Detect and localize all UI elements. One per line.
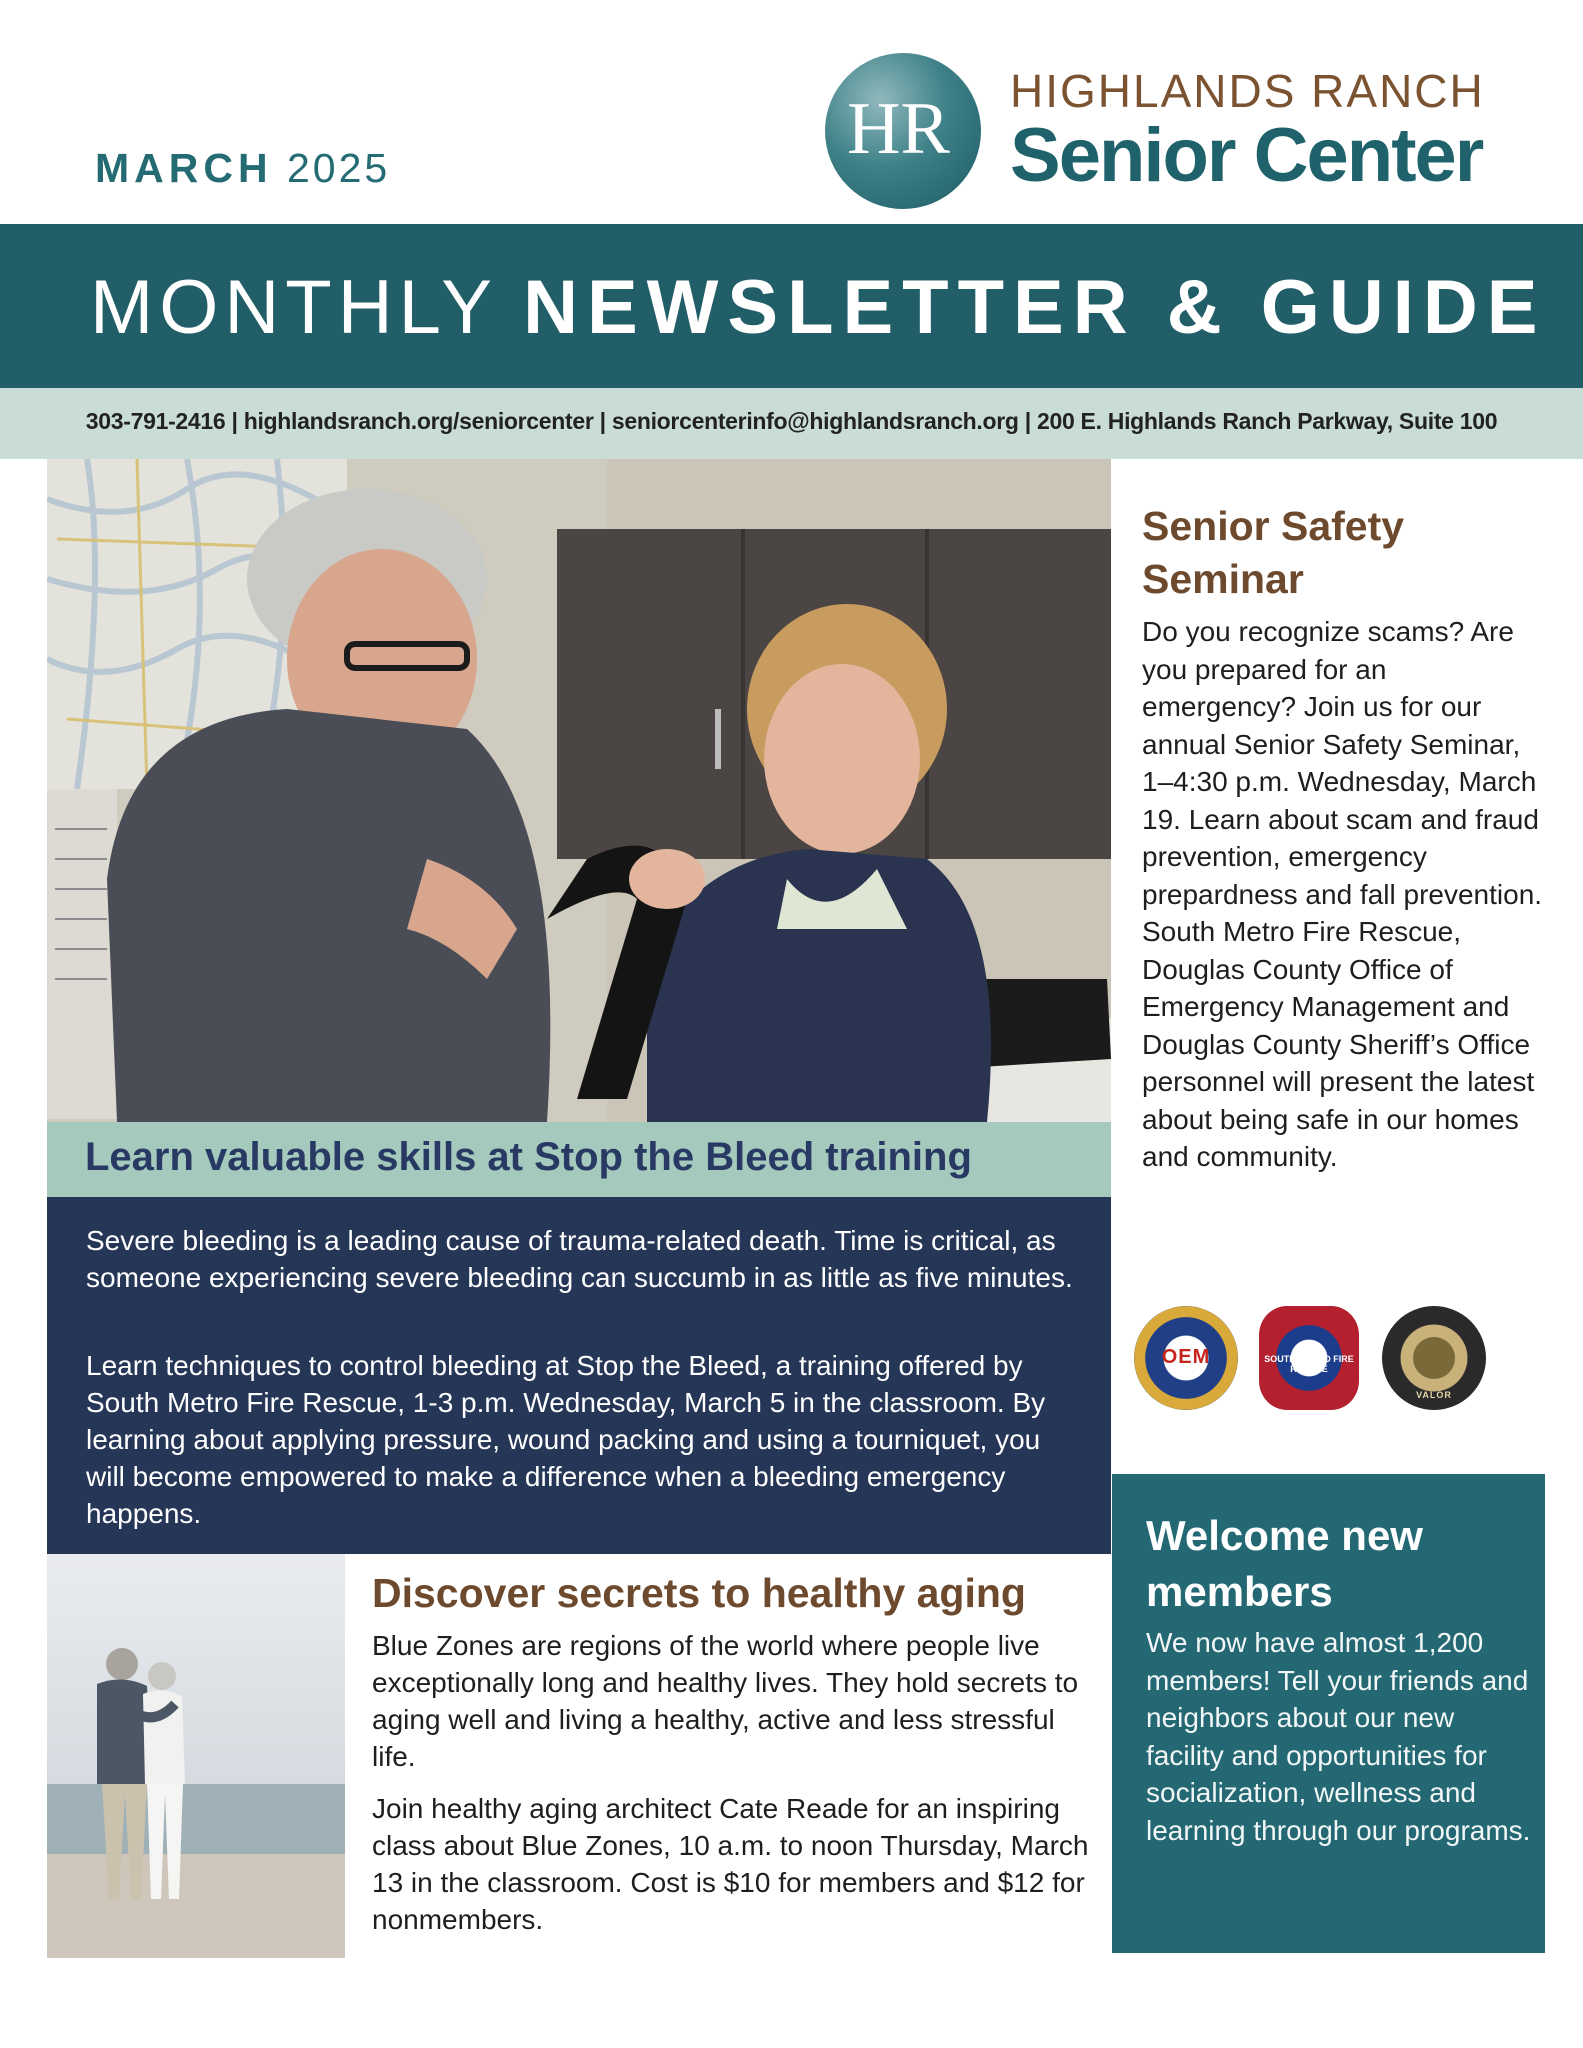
douglas-county-oem-logo-icon bbox=[1134, 1306, 1238, 1410]
stop-the-bleed-paragraph-1: Severe bleeding is a leading cause of trauma-related death. Time is critical, as someone experiencing severe bleeding can succumb in as little as five minutes. bbox=[86, 1225, 1073, 1293]
org-name-line2: Senior Center bbox=[1010, 113, 1483, 198]
safety-seminar-body: Do you recognize scams? Are you prepared for an emergency? Join us for our annual Senior Safety Seminar, 1–4:30 p.m. Wednesday, March 19. Learn about scam and fraud prevention, emergency prepardness and fall prevention. South Metro Fire Rescue, Douglas County Office of Emergency Management and Douglas County Sheriff’s Office personnel will present the latest about being safe in our homes and community. bbox=[1142, 616, 1543, 1172]
healthy-aging-paragraph-2: Join healthy aging architect Cate Reade for an inspiring class about Blue Zones, 10 a.m. to noon Thursday, March 13 in the classroom. Cost is $10 for members and $12 for nonmembers. bbox=[372, 1793, 1089, 1935]
south-metro-fire-rescue-logo-icon bbox=[1259, 1306, 1359, 1410]
newsletter-title-band bbox=[0, 224, 1583, 388]
stop-the-bleed-article bbox=[47, 1197, 1111, 1554]
newsletter-title bbox=[90, 264, 1546, 351]
hr-logo-icon bbox=[825, 53, 981, 209]
oem-badge-label: OEM bbox=[1161, 1346, 1211, 1368]
sheriff-badge-label: VALOR bbox=[1416, 1390, 1452, 1400]
issue-month: MARCH bbox=[95, 145, 273, 191]
welcome-members-box bbox=[1112, 1474, 1545, 1953]
contact-bar bbox=[0, 388, 1583, 459]
stop-the-bleed-heading-band bbox=[47, 1122, 1111, 1197]
safety-seminar-heading: Senior Safety Seminar bbox=[1142, 503, 1405, 602]
issue-year: 2025 bbox=[287, 145, 391, 191]
stop-the-bleed-heading: Learn valuable skills at Stop the Bleed training bbox=[85, 1135, 972, 1179]
healthy-aging-paragraph-1: Blue Zones are regions of the world where people live exceptionally long and healthy lives. They hold secrets to aging well and living a healthy, active and less stressful life. bbox=[372, 1630, 1079, 1772]
douglas-county-sheriff-logo-icon bbox=[1382, 1306, 1486, 1410]
welcome-body: We now have almost 1,200 members! Tell your friends and neighbors about our new facility and opportunities for socialization, wellness and learning through our programs. bbox=[1146, 1627, 1531, 1846]
org-logo-text bbox=[1010, 66, 1485, 196]
title-bold: NEWSLETTER & GUIDE bbox=[523, 265, 1547, 350]
logo-initials: HR bbox=[847, 88, 950, 170]
fire-badge-label: SOUTH METRO FIRE RESCUE bbox=[1264, 1354, 1354, 1374]
healthy-aging-heading: Discover secrets to healthy aging bbox=[372, 1570, 1026, 1616]
issue-date bbox=[95, 145, 390, 192]
stop-the-bleed-photo bbox=[47, 459, 1111, 1122]
beach-couple-photo bbox=[47, 1554, 345, 1958]
welcome-heading: Welcome new members bbox=[1146, 1512, 1423, 1615]
org-name-line1: HIGHLANDS RANCH bbox=[1010, 65, 1485, 117]
title-light: MONTHLY bbox=[90, 265, 498, 350]
stop-the-bleed-paragraph-2: Learn techniques to control bleeding at Stop the Bleed, a training offered by South Metro Fire Rescue, 1-3 p.m. Wednesday, March 5 in the classroom. By learning about applying pressure, wound packing and using a tourniquet, you will become empowered to make a difference when a bleeding emergency happens. bbox=[86, 1350, 1046, 1529]
contact-info: 303-791-2416 | highlandsranch.org/seniorcenter | seniorcenterinfo@highlandsranch.org | 200 E. Highlands Ranch Parkway, Suite 100 bbox=[85, 408, 1498, 434]
masthead bbox=[0, 0, 1583, 224]
